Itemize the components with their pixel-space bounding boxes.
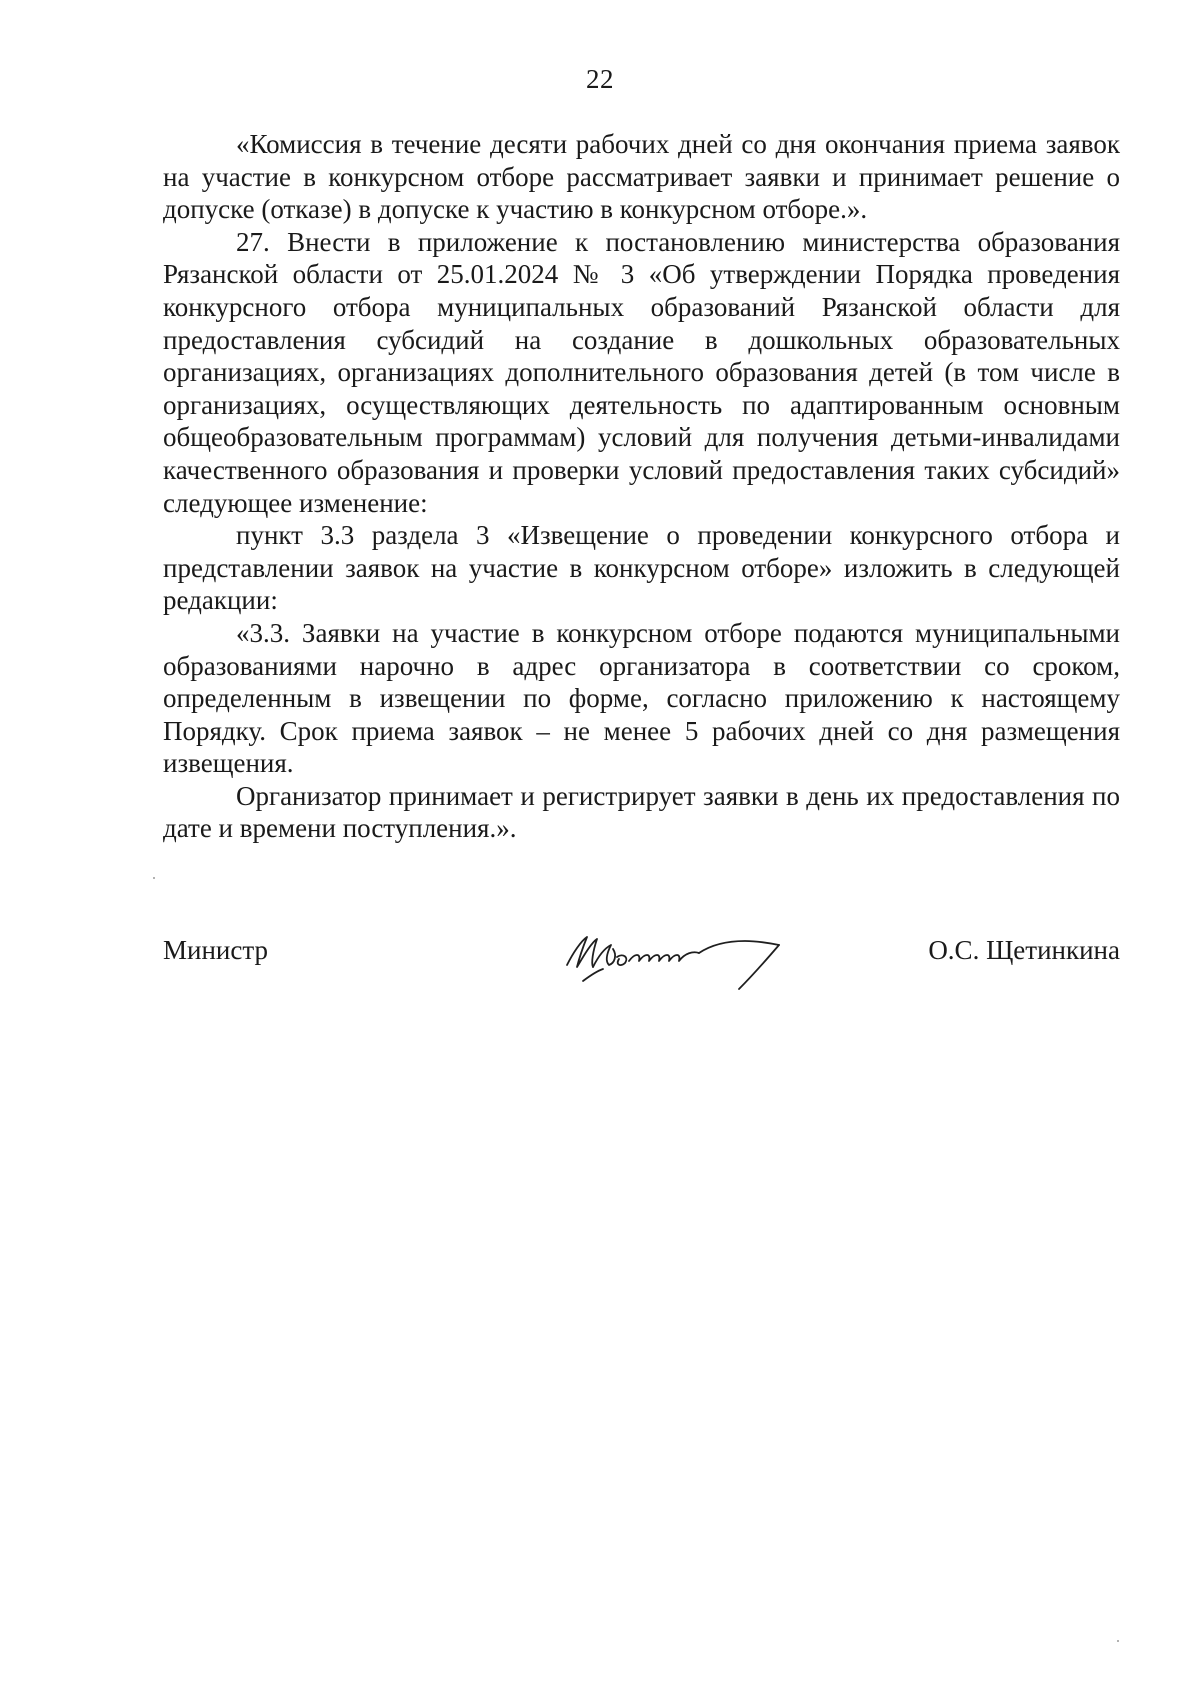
scan-artifact [1117, 1640, 1119, 1642]
paragraph-commission-decision: «Комиссия в течение десяти рабочих дней со дня окончания приема заявок на участие в конкурсном отборе рассматривает заявки и принимает решение о допуске (отказе) в допуске к участию в конкурсном отборе.». [163, 129, 1120, 225]
paragraph-amendment-27: 27. Внести в приложение к постановлению министерства образования Рязанской области от 25.01.2024 № 3 «Об утверждении Порядка проведения конкурсного отбора муниципальных образований Рязанской области для предоставления субсидий на создание в дошкольных образовательных организациях, организациях дополнительного образования детей (в том числе в организациях, осуществляющих деятельность по адаптированным основным общеобразовательным программам) условий для получения детьми-инвалидами качественного образования и проверки условий предоставления таких субсидий» следующее изменение: [163, 226, 1120, 518]
paragraph-clause-3-3-text: «3.3. Заявки на участие в конкурсном отборе подаются муниципальными образованиями нарочно в адрес организатора в соответствии со сроком, определенным в извещении по форме, согласно приложению к настоящему Порядку. Срок приема заявок – не менее 5 рабочих дней со дня размещения извещения. [163, 617, 1120, 779]
signatory-title: Министр [163, 935, 268, 965]
signatory-name: О.С. Щетинкина [928, 935, 1120, 965]
paragraph-clause-3-3-intro: пункт 3.3 раздела 3 «Извещение о проведении конкурсного отбора и представлении заявок на участие в конкурсном отборе» изложить в следующей редакции: [163, 520, 1120, 616]
signature-block [163, 935, 1120, 1015]
page-number: 22 [586, 64, 614, 94]
handwritten-signature [553, 923, 798, 998]
document-body [163, 128, 1120, 845]
paragraph-organizer-registration: Организатор принимает и регистрирует заявки в день их предоставления по дате и времени поступления.». [163, 780, 1120, 844]
scan-artifact [153, 877, 155, 879]
